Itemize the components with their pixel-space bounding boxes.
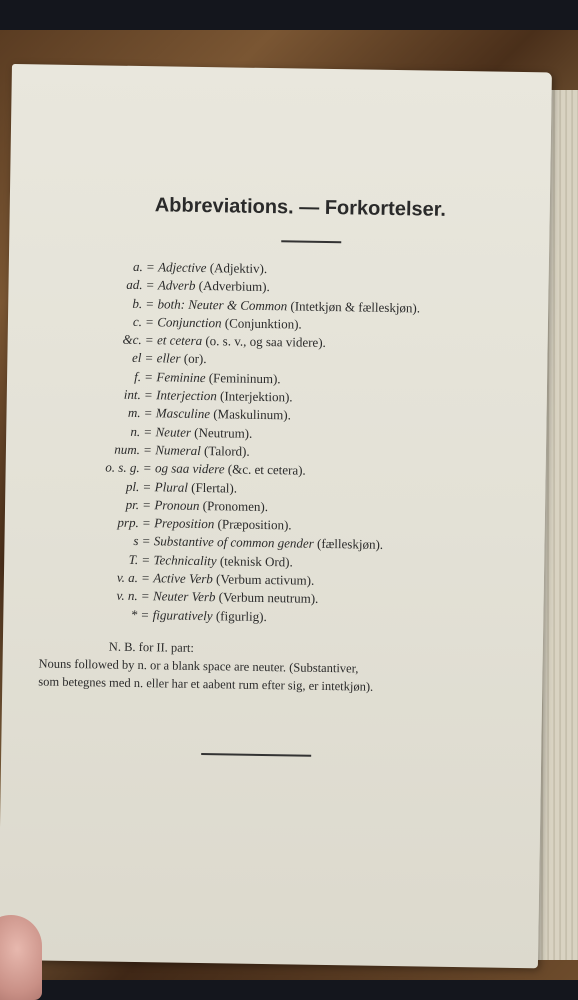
translation: (Verbum activum). — [215, 571, 315, 588]
note-line: som betegnes med n. eller har et aabent rum efter sig, er intetkjøn). — [38, 674, 374, 694]
translation: (fælleskjøn). — [316, 536, 384, 553]
equals-sign: = — [141, 606, 149, 622]
abbreviation: pr. — [125, 496, 140, 512]
translation: (Neutrum). — [194, 424, 253, 441]
finger — [0, 915, 42, 1000]
term: Technicality — [153, 552, 217, 569]
term: Pronoun — [154, 497, 200, 513]
title-rule — [281, 240, 341, 242]
closing-rule — [201, 753, 311, 756]
abbreviation: * — [130, 606, 138, 622]
equals-sign: = — [142, 496, 151, 513]
abbreviation-list — [43, 257, 519, 630]
term: figuratively — [152, 606, 213, 623]
term: et cetera — [156, 332, 203, 349]
note-block — [38, 636, 509, 697]
translation: (Flertal). — [191, 479, 238, 496]
term: both: Neuter & Common — [157, 295, 288, 313]
term: Substantive of common gender — [153, 533, 314, 552]
abbreviation: o. s. g. — [105, 459, 140, 476]
equals-sign: = — [144, 387, 153, 403]
term: Active Verb — [153, 570, 213, 587]
abbreviation: a. — [132, 258, 143, 275]
translation: (Maskulinum). — [213, 406, 292, 423]
term: Preposition — [154, 515, 215, 532]
term: Adverb — [157, 277, 196, 294]
term: Numeral — [155, 442, 201, 458]
term: Adjective — [158, 259, 207, 276]
equals-sign: = — [141, 588, 150, 604]
abbreviation: int. — [123, 386, 141, 403]
equals-sign: = — [143, 460, 152, 476]
equals-sign: = — [143, 442, 152, 458]
translation: (Præposition). — [217, 516, 292, 533]
translation: (Verbum neutrum). — [218, 589, 319, 607]
equals-sign: = — [146, 295, 154, 311]
equals-sign: = — [144, 368, 153, 385]
equals-sign: = — [144, 405, 152, 421]
term: Neuter — [155, 423, 192, 440]
equals-sign: = — [141, 570, 150, 586]
page-title: Abbreviations. — Forkortelser. — [154, 194, 447, 221]
abbreviation: pl. — [125, 478, 140, 494]
equals-sign: = — [145, 314, 154, 330]
translation: (Pronomen). — [202, 497, 269, 514]
term: Neuter Verb — [152, 588, 216, 605]
translation: (Adjektiv). — [209, 260, 268, 277]
equals-sign: = — [143, 478, 151, 494]
translation: (or). — [183, 351, 207, 367]
abbreviation: b. — [132, 295, 143, 311]
abbreviation: n. — [130, 423, 141, 439]
translation: (Intetkjøn & fælleskjøn). — [290, 297, 421, 316]
abbreviation: c. — [132, 313, 143, 329]
translation: (Interjektion). — [219, 388, 293, 405]
translation: (Femininum). — [208, 369, 281, 387]
abbreviation: prp. — [117, 514, 139, 531]
equals-sign: = — [142, 533, 150, 549]
equals-sign: = — [146, 277, 155, 293]
term: Interjection — [156, 387, 217, 404]
note-heading: N. B. for II. part: — [108, 639, 195, 655]
equals-sign: = — [146, 259, 155, 275]
translation: (o. s. v., og saa videre). — [205, 333, 326, 351]
term: og saa videre — [154, 460, 225, 477]
equals-sign: = — [142, 551, 150, 567]
abbreviation: v. n. — [116, 588, 138, 604]
abbreviation: el — [131, 350, 142, 366]
translation: (Talord). — [203, 443, 250, 459]
equals-sign: = — [142, 515, 151, 531]
abbreviation: num. — [114, 441, 141, 458]
translation: (teknisk Ord). — [219, 553, 293, 570]
equals-sign: = — [144, 423, 152, 439]
translation: (&c. et cetera). — [227, 461, 306, 478]
term: Conjunction — [157, 314, 222, 331]
equals-sign: = — [145, 350, 153, 366]
translation: (Adverbium). — [198, 278, 270, 295]
abbreviation: &c. — [122, 331, 142, 348]
abbreviation: T. — [128, 551, 139, 567]
abbreviation: v. a. — [116, 569, 139, 586]
translation: (figurlig). — [215, 607, 267, 624]
note-line: Nouns followed by n. or a blank space are neuter. (Substantiver, — [38, 656, 359, 676]
abbreviation: f. — [134, 368, 142, 384]
abbreviation: s — [133, 533, 139, 549]
term: Masculine — [155, 405, 211, 422]
abbreviation: m. — [127, 405, 141, 421]
term: Feminine — [156, 369, 206, 385]
term: eller — [156, 350, 181, 367]
term: Plural — [154, 478, 189, 495]
abbreviation: ad. — [126, 277, 143, 293]
translation: (Conjunktion). — [224, 315, 302, 332]
equals-sign: = — [145, 332, 154, 348]
book-page — [0, 64, 552, 968]
